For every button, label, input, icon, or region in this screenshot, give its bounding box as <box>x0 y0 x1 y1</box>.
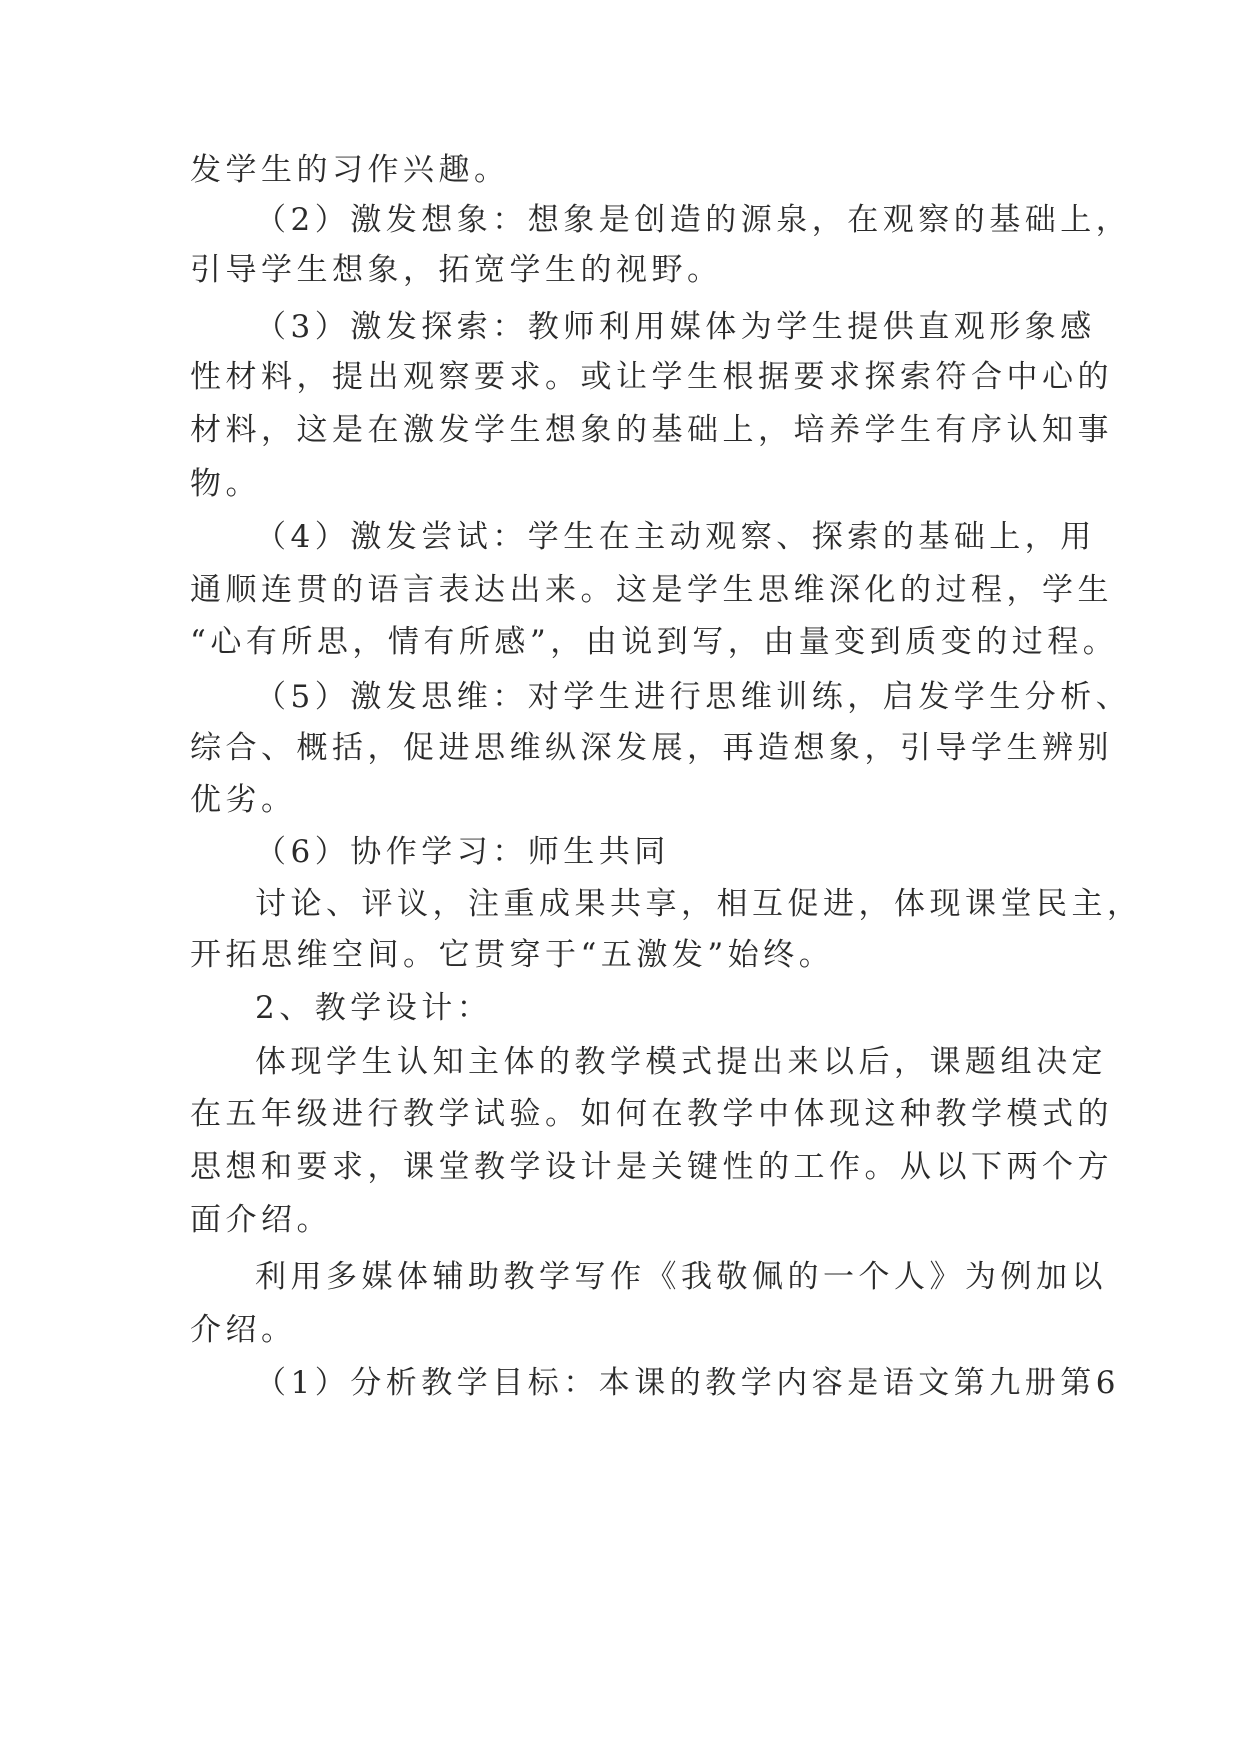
text-line: 面介绍。 <box>190 1202 332 1238</box>
text-line: “心有所思，情有所感”，由说到写，由量变到质变的过程。 <box>190 624 1119 660</box>
text-line: 材料，这是在激发学生想象的基础上，培养学生有序认知事 <box>190 412 1113 448</box>
text-line: 思想和要求，课堂教学设计是关键性的工作。从以下两个方 <box>190 1149 1113 1185</box>
text-line: （5）激发思维：对学生进行思维训练，启发学生分析、 <box>255 679 1132 715</box>
text-line: 体现学生认知主体的教学模式提出来以后，课题组决定 <box>255 1044 1107 1080</box>
text-line: （4）激发尝试：学生在主动观察、探索的基础上，用 <box>255 519 1096 555</box>
text-line: 介绍。 <box>190 1312 297 1348</box>
text-line: 优劣。 <box>190 782 297 818</box>
text-line: 综合、概括，促进思维纵深发展，再造想象，引导学生辨别 <box>190 730 1113 766</box>
text-line: 物。 <box>190 466 261 502</box>
text-line: 引导学生想象，拓宽学生的视野。 <box>190 252 723 288</box>
text-line: 开拓思维空间。它贯穿于“五激发”始终。 <box>190 937 835 973</box>
text-line: 2、教学设计： <box>255 990 493 1026</box>
text-line: 发学生的习作兴趣。 <box>190 152 510 188</box>
text-line: 讨论、评议，注重成果共享，相互促进，体现课堂民主， <box>255 886 1143 922</box>
text-line: （2）激发想象：想象是创造的源泉，在观察的基础上， <box>255 202 1132 238</box>
text-line: 通顺连贯的语言表达出来。这是学生思维深化的过程，学生 <box>190 572 1113 608</box>
text-line: （3）激发探索：教师利用媒体为学生提供直观形象感 <box>255 309 1096 345</box>
text-line: 利用多媒体辅助教学写作《我敬佩的一个人》为例加以 <box>255 1259 1107 1295</box>
text-line: 性材料，提出观察要求。或让学生根据要求探索符合中心的 <box>190 359 1113 395</box>
text-line: （1）分析教学目标：本课的教学内容是语文第九册第6 <box>255 1365 1120 1401</box>
text-line: （6）协作学习：师生共同 <box>255 834 670 870</box>
text-line: 在五年级进行教学试验。如何在教学中体现这种教学模式的 <box>190 1096 1113 1132</box>
